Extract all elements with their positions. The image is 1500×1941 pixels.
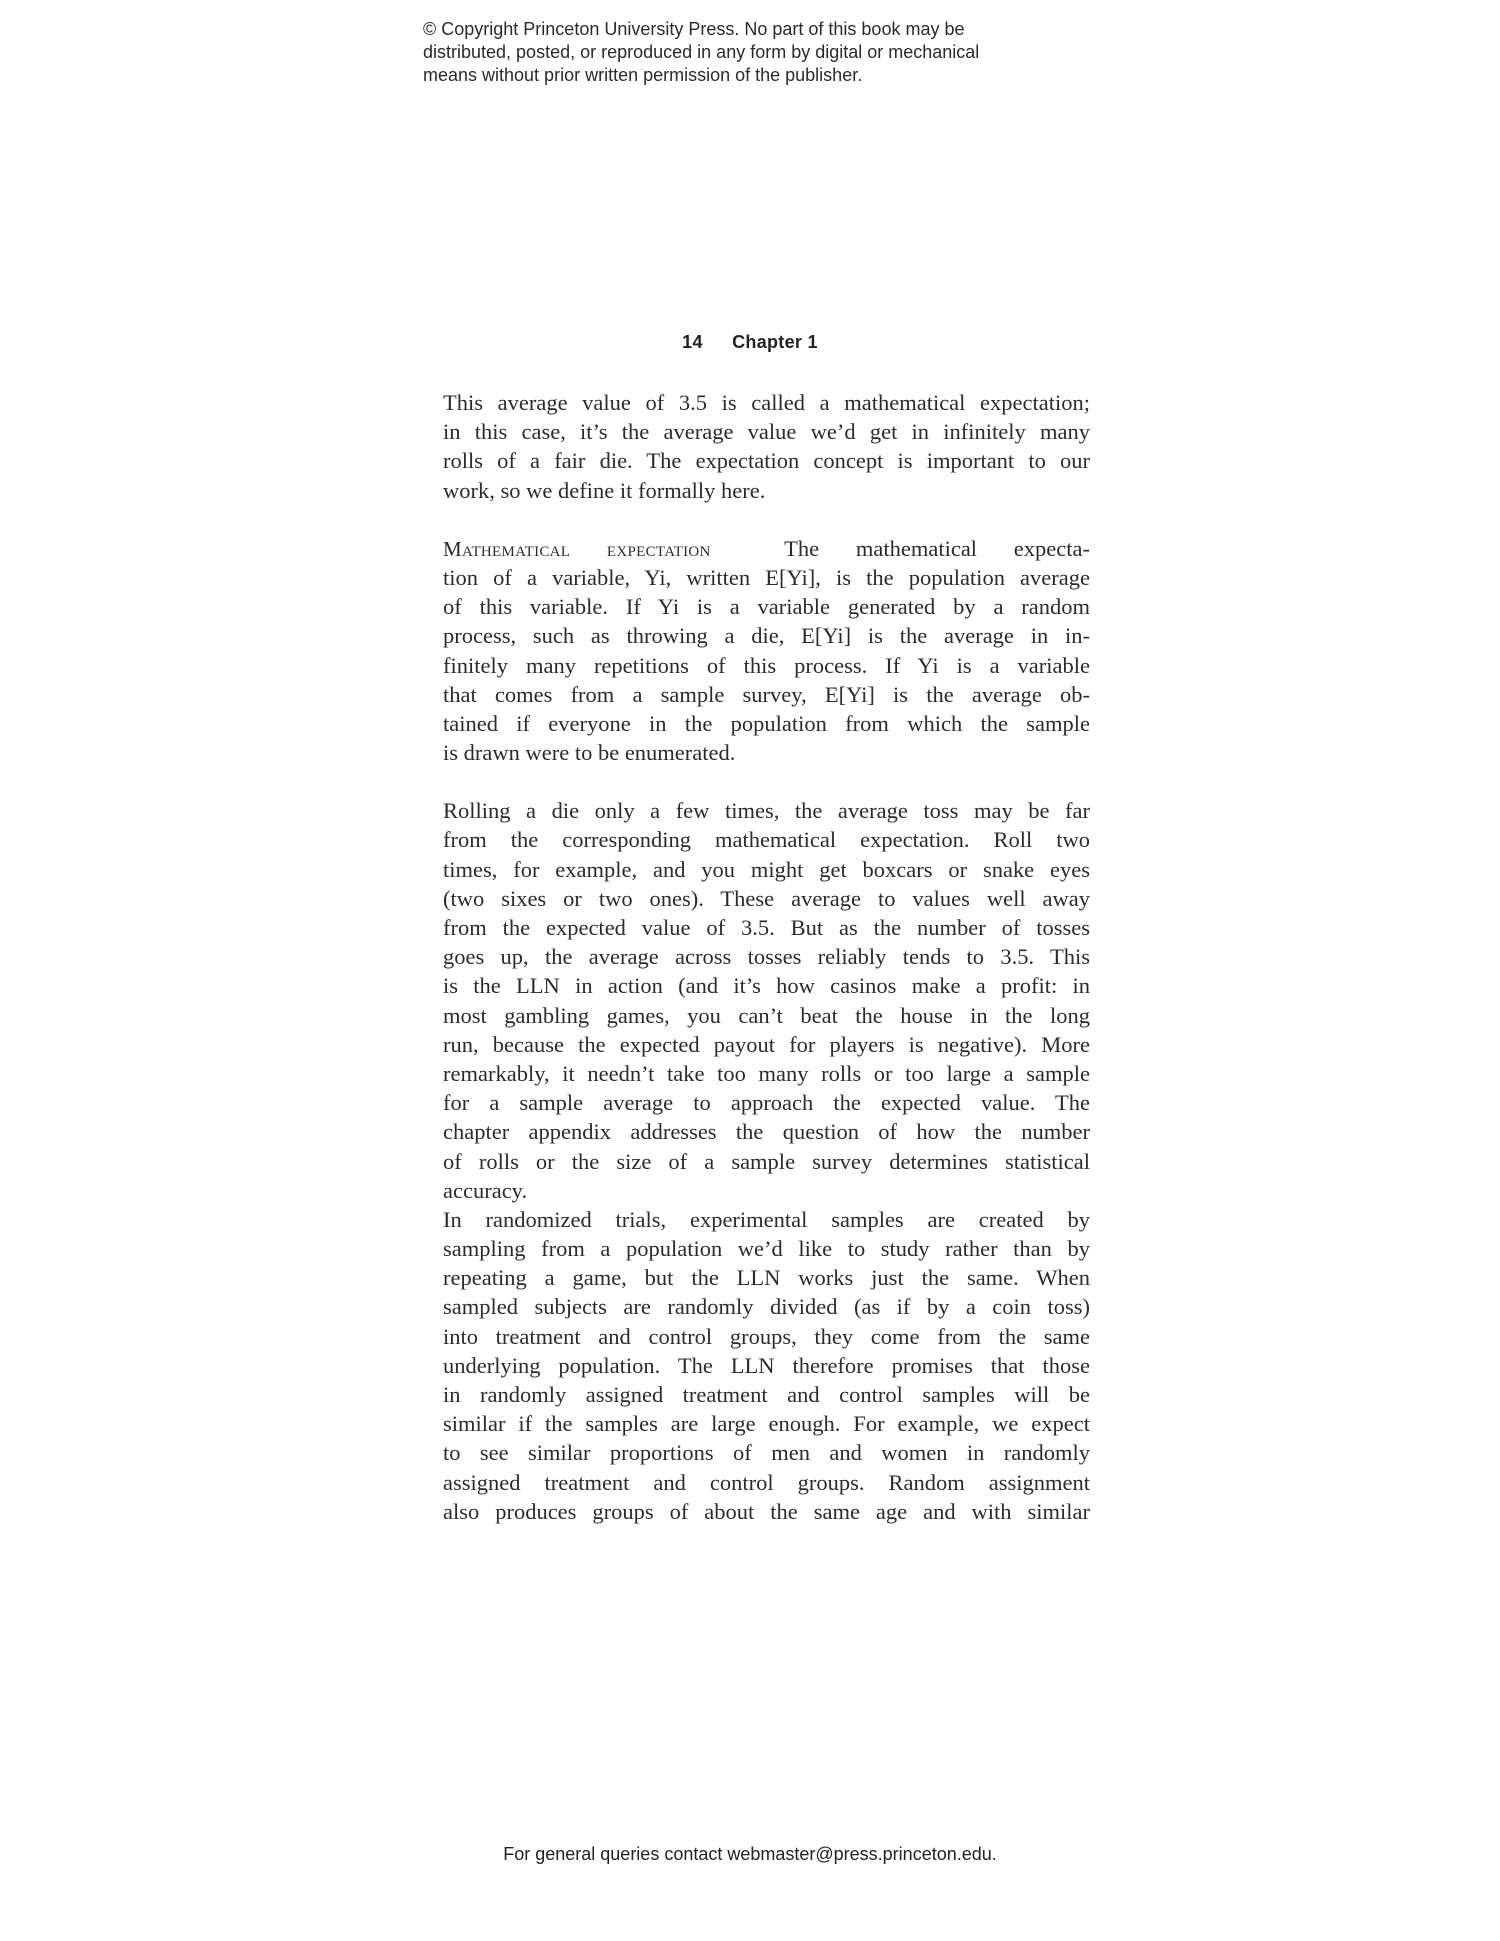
text-line: into treatment and control groups, they come from the same bbox=[443, 1323, 1090, 1349]
definition-line: process, such as throwing a die, E[Yi] is the average in in- bbox=[443, 623, 1090, 649]
text-line: rolls of a fair die. The expectation concept is important to our bbox=[443, 448, 1090, 474]
definition-line: of this variable. If Yi is a variable generated by a random bbox=[443, 594, 1090, 620]
paragraph-gap bbox=[443, 767, 1090, 796]
definition-line: that comes from a sample survey, E[Yi] is the average ob- bbox=[443, 681, 1090, 707]
text-line: of rolls or the size of a sample survey determines statistical bbox=[443, 1148, 1090, 1174]
text-line: run, because the expected payout for players is negative). More bbox=[443, 1031, 1090, 1057]
copyright-line: © Copyright Princeton University Press. No part of this book may be bbox=[423, 19, 965, 39]
text-line: in this case, it’s the average value we’d get in infinitely many bbox=[443, 419, 1090, 445]
text-line: chapter appendix addresses the question of how the number bbox=[443, 1119, 1090, 1145]
footer-contact: For general queries contact webmaster@press.princeton.edu. bbox=[503, 1844, 997, 1864]
text-line: to see similar proportions of men and women in randomly bbox=[443, 1440, 1090, 1466]
text-line: assigned treatment and control groups. Random assignment bbox=[443, 1469, 1090, 1495]
text-line: sampling from a population we’d like to study rather than by bbox=[443, 1236, 1090, 1262]
copyright-line: means without prior written permission of the publisher. bbox=[423, 65, 863, 85]
paragraph-randomized-trials bbox=[443, 1205, 1090, 1526]
definition-first-line bbox=[443, 534, 1090, 563]
text-line: In randomized trials, experimental samples are created by bbox=[443, 1206, 1090, 1232]
text-line: Rolling a die only a few times, the average toss may be far bbox=[443, 798, 1090, 824]
text-line: accuracy. bbox=[443, 1177, 528, 1203]
text-line: most gambling games, you can’t beat the house in the long bbox=[443, 1002, 1090, 1028]
text-line: in randomly assigned treatment and control samples will be bbox=[443, 1382, 1090, 1407]
text-line: also produces groups of about the same age and with similar bbox=[443, 1498, 1090, 1524]
definition-line: tained if everyone in the population from which the sample bbox=[443, 710, 1090, 736]
text-line: This average value of 3.5 is called a mathematical expectation; bbox=[443, 390, 1090, 415]
text-line: repeating a game, but the LLN works just the same. When bbox=[443, 1265, 1090, 1291]
paragraph-rolling-die bbox=[443, 796, 1090, 1205]
definition-text: The mathematical expecta- bbox=[784, 535, 1090, 561]
text-line: is the LLN in action (and it’s how casinos make a profit: in bbox=[443, 973, 1090, 999]
text-line: (two sixes or two ones). These average to values well away bbox=[443, 885, 1090, 911]
text-line: goes up, the average across tosses reliably tends to 3.5. This bbox=[443, 944, 1090, 970]
definition-line: finitely many repetitions of this process. If Yi is a variable bbox=[443, 652, 1090, 678]
definition-mathematical-expectation bbox=[443, 534, 1090, 768]
text-line: times, for example, and you might get boxcars or snake eyes bbox=[443, 856, 1090, 882]
text-line: from the expected value of 3.5. But as the number of tosses bbox=[443, 915, 1090, 940]
text-line: for a sample average to approach the expected value. The bbox=[443, 1090, 1090, 1116]
definition-line: is drawn were to be enumerated. bbox=[443, 740, 736, 766]
copyright-notice bbox=[423, 18, 1063, 87]
definition-line: tion of a variable, Yi, written E[Yi], is the population average bbox=[443, 564, 1090, 590]
text-line: underlying population. The LLN therefore promises that those bbox=[443, 1352, 1090, 1378]
text-line: sampled subjects are randomly divided (as if by a coin toss) bbox=[443, 1294, 1090, 1320]
definition-term: Mathematical expectation bbox=[443, 536, 711, 561]
chapter-label: Chapter 1 bbox=[732, 332, 818, 352]
text-line: work, so we define it formally here. bbox=[443, 477, 766, 503]
copyright-line: distributed, posted, or reproduced in any form by digital or mechanical bbox=[423, 42, 980, 62]
text-line: remarkably, it needn’t take too many rolls or too large a sample bbox=[443, 1060, 1090, 1086]
page-body bbox=[443, 388, 1090, 1526]
paragraph-expectation-intro bbox=[443, 388, 1090, 505]
page-number: 14 bbox=[682, 332, 703, 352]
running-head bbox=[0, 332, 1500, 353]
text-line: similar if the samples are large enough. For example, we expect bbox=[443, 1411, 1090, 1437]
paragraph-gap bbox=[443, 505, 1090, 534]
text-line: from the corresponding mathematical expectation. Roll two bbox=[443, 827, 1090, 853]
